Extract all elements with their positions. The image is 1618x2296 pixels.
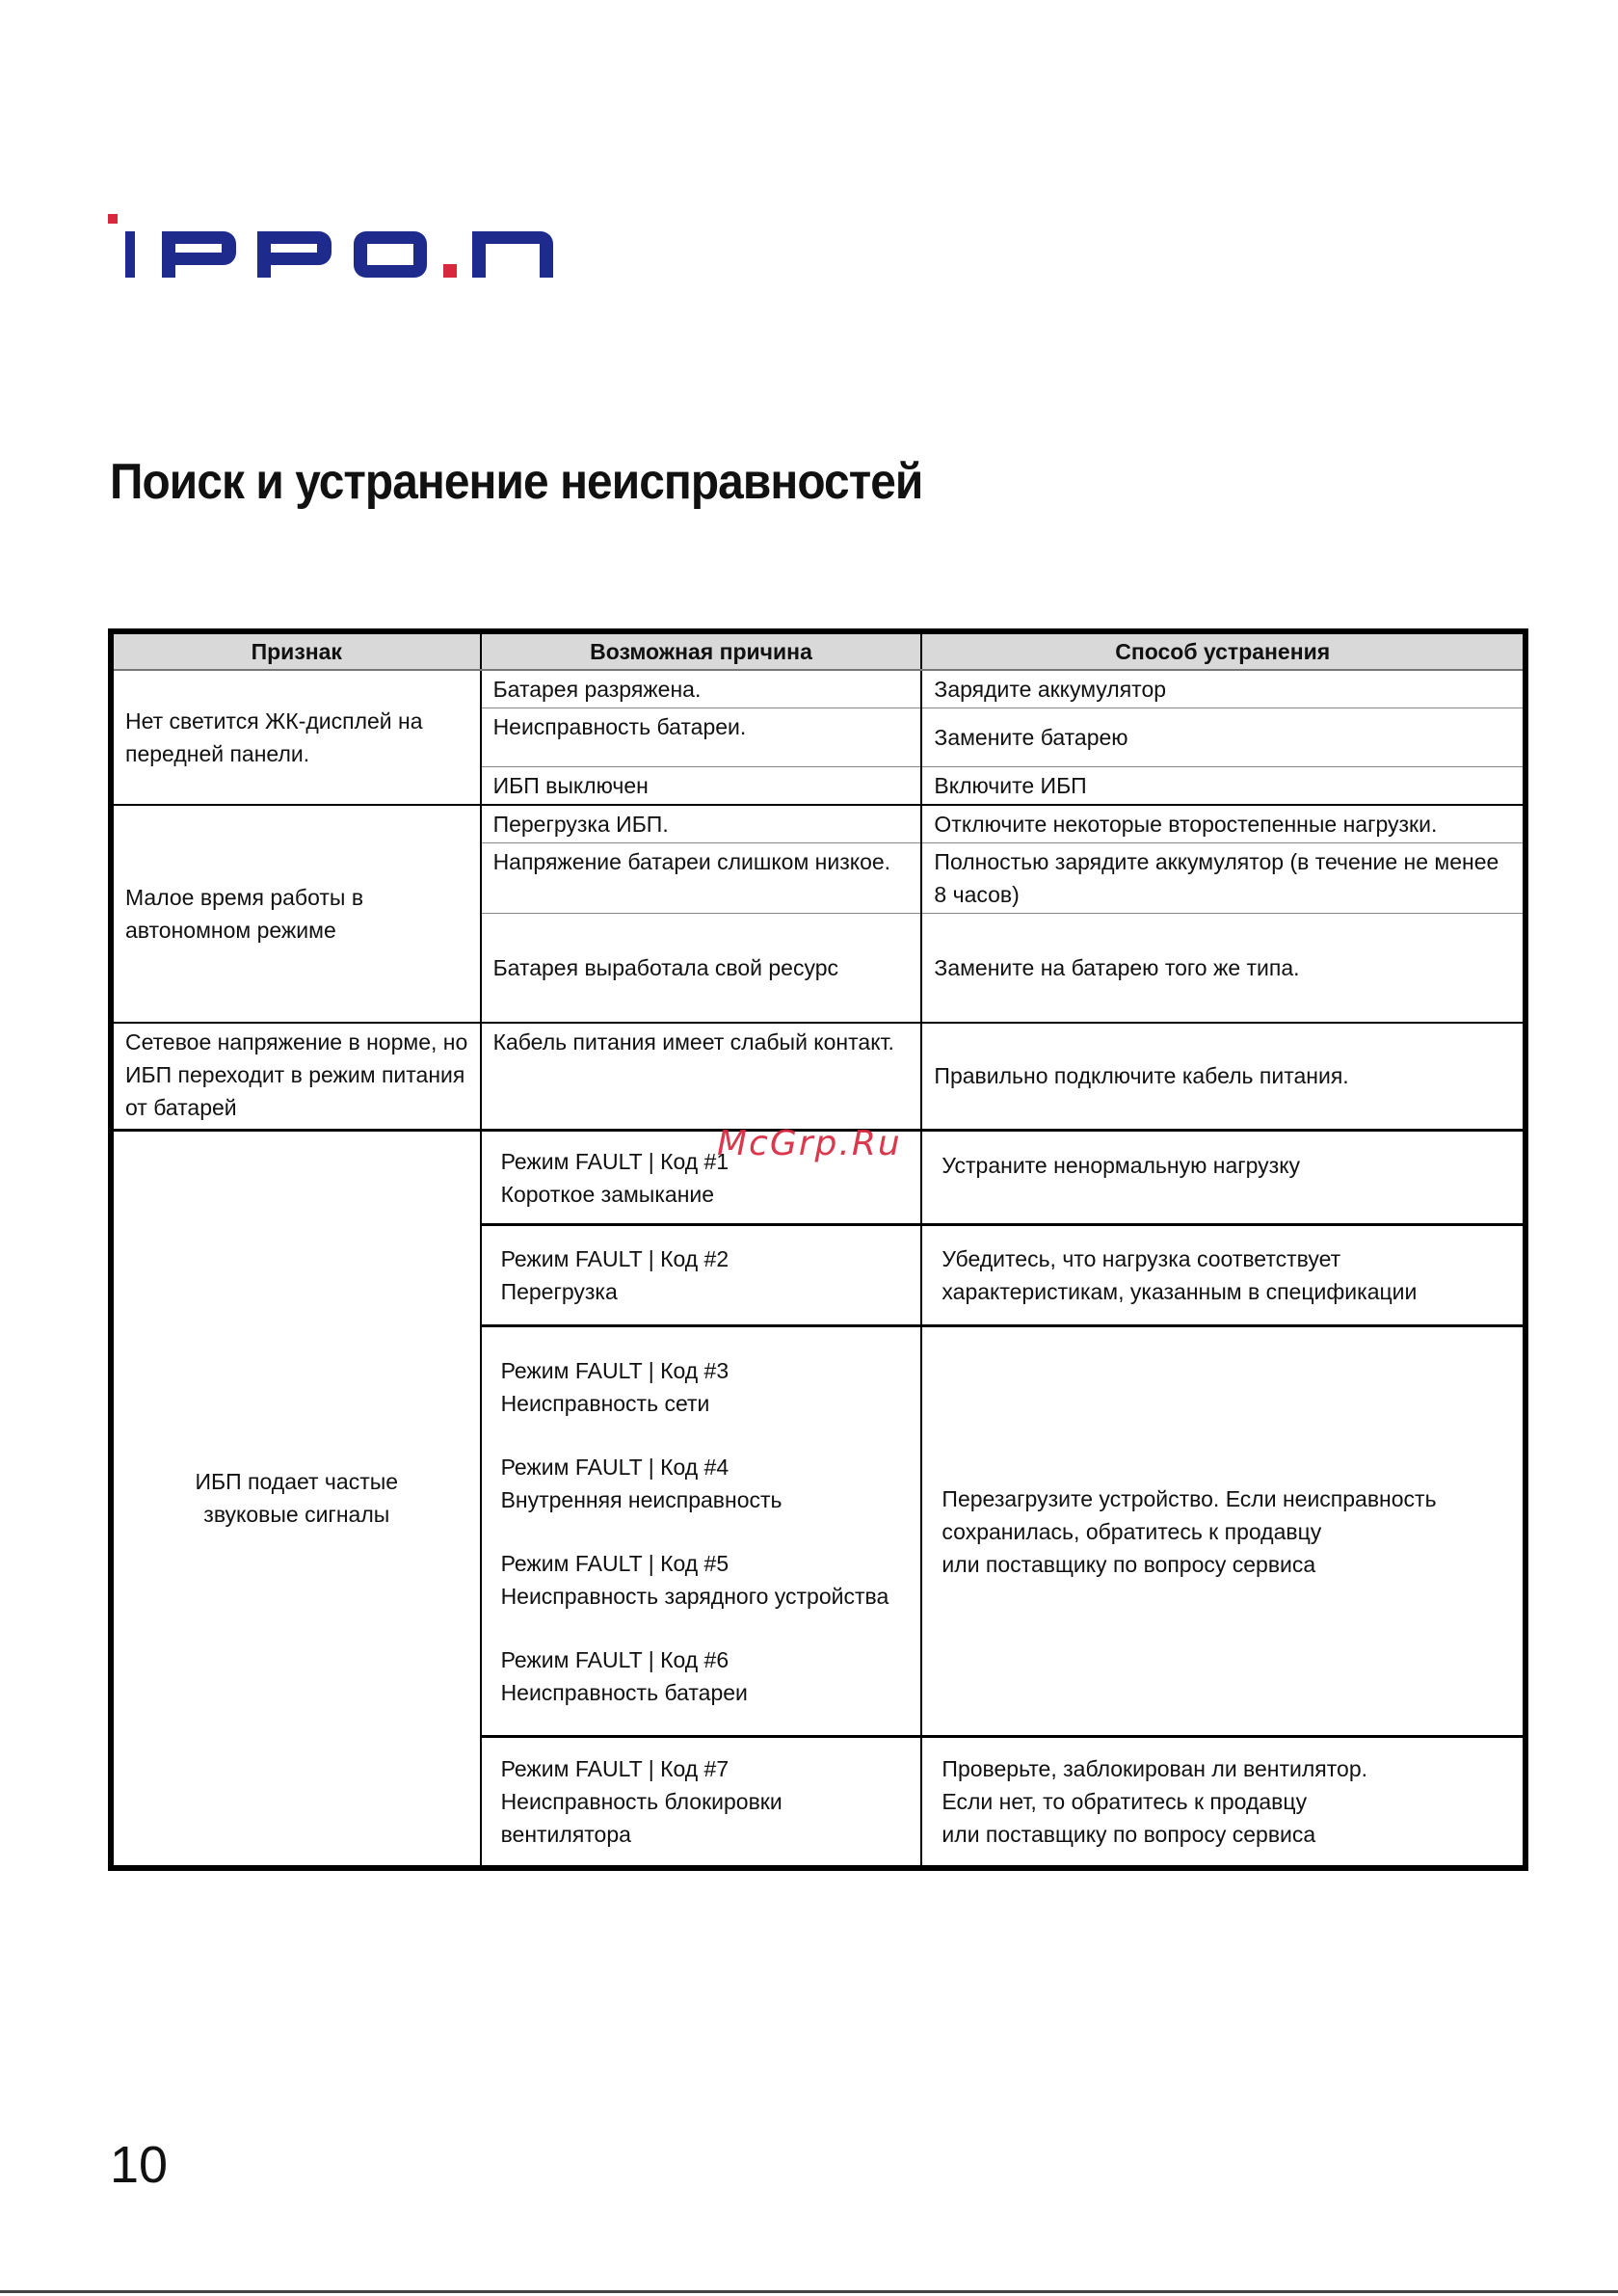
remedy-cell: Замените батарею xyxy=(921,708,1525,767)
table-row xyxy=(111,1023,1525,1131)
troubleshooting-table xyxy=(108,628,1528,1871)
symptom-cell: ИБП подает частые звуковые сигналы xyxy=(111,1131,481,1868)
remedy-cell xyxy=(921,1225,1525,1326)
cause-cell: ИБП выключен xyxy=(481,767,922,806)
remedy-line: Убедитесь, что нагрузка соответствует xyxy=(942,1246,1341,1271)
fault-code: Режим FAULT | Код #6 xyxy=(500,1646,729,1672)
table-header-row xyxy=(111,631,1525,670)
symptom-cell: Сетевое напряжение в норме, но ИБП переходит в режим питания от батарей xyxy=(111,1023,481,1131)
table-row xyxy=(111,805,1525,843)
fault-code: Режим FAULT | Код #5 xyxy=(500,1550,729,1576)
fault-description: Неисправность сети xyxy=(500,1390,710,1416)
cause-cell: Батарея разряжена. xyxy=(481,670,922,708)
remedy-line: сохранилась, обратитесь к продавцу xyxy=(942,1518,1322,1544)
fault-code: Режим FAULT | Код #7 xyxy=(500,1755,729,1781)
remedy-line: или поставщику по вопросу сервиса xyxy=(942,1551,1316,1577)
remedy-line: характеристикам, указанным в спецификации xyxy=(942,1279,1418,1304)
fault-description: Неисправность зарядного устройства xyxy=(500,1583,889,1609)
cause-cell: Напряжение батареи слишком низкое. xyxy=(481,843,922,914)
cause-cell xyxy=(481,1326,922,1737)
remedy-cell: Отключите некоторые второстепенные нагрузки. xyxy=(921,805,1525,843)
ippon-logo xyxy=(108,210,561,287)
cause-cell xyxy=(481,1737,922,1868)
fault-code: Режим FAULT | Код #4 xyxy=(500,1454,729,1480)
fault-code: Режим FAULT | Код #3 xyxy=(500,1357,729,1383)
fault-description: Неисправность батареи xyxy=(500,1679,748,1705)
cause-cell: Неисправность батареи. xyxy=(481,708,922,767)
remedy-cell: Правильно подключите кабель питания. xyxy=(921,1023,1525,1131)
symptom-cell: Нет светится ЖК-дисплей на передней панели. xyxy=(111,670,481,805)
remedy-cell xyxy=(921,1326,1525,1737)
fault-code: Режим FAULT | Код #1 xyxy=(500,1148,729,1174)
fault-description: Внутренняя неисправность xyxy=(500,1486,782,1512)
fault-description: Короткое замыкание xyxy=(500,1181,715,1207)
header-cause: Возможная причина xyxy=(481,631,922,670)
remedy-cell: Устраните ненормальную нагрузку xyxy=(921,1131,1525,1225)
page-number: 10 xyxy=(110,2136,169,2194)
cause-cell: Батарея выработала свой ресурс xyxy=(481,914,922,1023)
remedy-cell: Зарядите аккумулятор xyxy=(921,670,1525,708)
fault-description: Неисправность блокировки вентилятора xyxy=(500,1788,782,1847)
remedy-cell: Полностью зарядите аккумулятор (в течение не менее 8 часов) xyxy=(921,843,1525,914)
cause-cell: Перегрузка ИБП. xyxy=(481,805,922,843)
remedy-line: Перезагрузите устройство. Если неисправность xyxy=(942,1485,1437,1511)
cause-cell xyxy=(481,1225,922,1326)
remedy-line: Проверьте, заблокирован ли вентилятор. xyxy=(942,1755,1368,1781)
header-symptom: Признак xyxy=(111,631,481,670)
page-title: Поиск и устранение неисправностей xyxy=(110,454,923,510)
remedy-cell: Замените на батарею того же типа. xyxy=(921,914,1525,1023)
table-row xyxy=(111,670,1525,708)
fault-description: Перегрузка xyxy=(500,1279,618,1304)
cause-cell: Кабель питания имеет слабый контакт. xyxy=(481,1023,922,1131)
page-bottom-rule xyxy=(0,2290,1618,2293)
remedy-line: или поставщику по вопросу сервиса xyxy=(942,1821,1316,1847)
remedy-line: Если нет, то обратитесь к продавцу xyxy=(942,1788,1308,1814)
watermark: McGrp.Ru xyxy=(717,1124,902,1163)
fault-code: Режим FAULT | Код #2 xyxy=(500,1246,729,1271)
header-remedy: Способ устранения xyxy=(921,631,1525,670)
symptom-cell: Малое время работы в автономном режиме xyxy=(111,805,481,1023)
remedy-cell xyxy=(921,1737,1525,1868)
remedy-cell: Включите ИБП xyxy=(921,767,1525,806)
